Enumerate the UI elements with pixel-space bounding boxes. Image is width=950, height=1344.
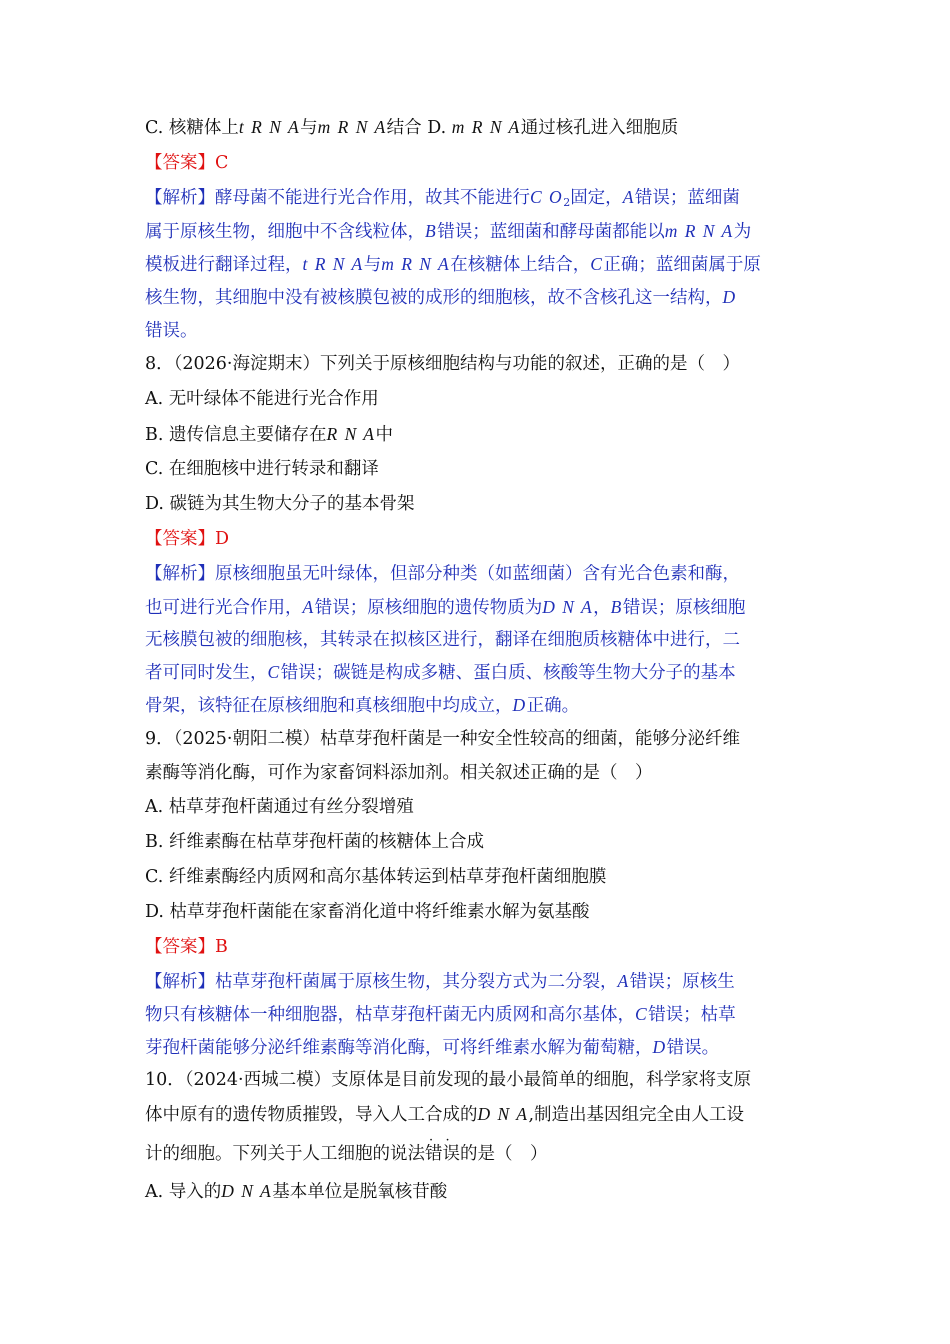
q9-stem-line: 9．（2025·朝阳二模）枯草芽孢杆菌是一种安全性较高的细菌，能够分泌纤维 (145, 729, 740, 749)
q10-stem-line (145, 1143, 548, 1165)
q10-option-a (145, 1180, 447, 1203)
math-term: D N A (221, 1181, 273, 1201)
emphasis-text: · · 错误 (425, 1144, 460, 1164)
q8-stem: 8．（2026·海淀期末）下列关于原核细胞结构与功能的叙述，正确的是（ ） (145, 354, 740, 374)
q8-option-d: D. 碳链为其生物大分子的基本骨架 (145, 494, 415, 514)
math-term: D (512, 695, 527, 715)
q9-explanation-line (145, 1003, 736, 1026)
q10-stem-line: 10．（2024·西城二模）支原体是目前发现的最小最简单的细胞，科学家将支原 (145, 1070, 752, 1090)
q9-option-d: D. 枯草芽孢杆菌能在家畜消化道中将纤维素水解为氨基酸 (145, 902, 590, 922)
q9-explanation-line (145, 970, 735, 993)
math-term: D (652, 1037, 667, 1057)
q7-option-c-d (145, 116, 678, 139)
text: 的是（ ） (460, 1144, 548, 1164)
q8-option-c: C. 在细胞核中进行转录和翻译 (145, 459, 379, 479)
math-term: m R N A (381, 254, 451, 274)
q8-explanation-line (145, 596, 745, 619)
text: 模板进行翻译过程， (145, 255, 303, 275)
text: ,制造出基因组完全由人工设 (528, 1105, 744, 1125)
math-term: D (722, 287, 737, 307)
text: 错误；原核生 (629, 972, 735, 992)
text: 物只有核糖体一种细胞器，枯草芽孢杆菌无内质网和高尔基体， (145, 1005, 635, 1025)
text: 为 (733, 222, 752, 242)
text: 通过核孔进入细胞质 (520, 118, 679, 138)
text: 计的细胞。下列关于人工细胞的说法 (145, 1144, 425, 1164)
q8-option-b (145, 423, 393, 446)
math-term: B (610, 597, 623, 617)
math-term: C (635, 1004, 649, 1024)
q7-explanation-line (145, 220, 751, 243)
q9-answer: 【答案】B (145, 937, 228, 957)
text: 者可同时发生， (145, 663, 268, 683)
math-term: t R N A (238, 117, 301, 137)
text: 与 (363, 255, 382, 275)
text: 【解析】枯草芽孢杆菌属于原核生物，其分裂方式为二分裂， (145, 972, 618, 992)
text: 与 (300, 118, 318, 138)
math-term: m R N A (451, 117, 521, 137)
q7-explanation-line (145, 253, 761, 276)
math-term: D N A (542, 597, 594, 617)
text: 固定， (570, 188, 623, 208)
q7-answer: 【答案】C (145, 153, 229, 173)
text: 在核糖体上结合， (450, 255, 591, 275)
math-term: C (267, 662, 281, 682)
math-term: A (302, 597, 315, 617)
q9-explanation-line (145, 1036, 719, 1059)
text: 错误；蓝细菌 (634, 188, 740, 208)
q8-explanation-line: 【解析】原核细胞虽无叶绿体，但部分种类（如蓝细菌）含有光合色素和酶， (145, 564, 740, 584)
text: B. 遗传信息主要储存在 (145, 425, 327, 445)
q9-stem-line: 素酶等消化酶，可作为家畜饲料添加剂。相关叙述正确的是（ ） (145, 763, 653, 783)
q9-option-c: C. 纤维素酶经内质网和高尔基体转运到枯草芽孢杆菌细胞膜 (145, 867, 607, 887)
text: 错误；蓝细菌和酵母菌都能以 (437, 222, 665, 242)
math-term: D N A (477, 1104, 529, 1124)
math-term: B (425, 221, 438, 241)
text: ， (593, 598, 611, 618)
math-term: m R N A (317, 117, 387, 137)
q8-explanation-line (145, 694, 579, 717)
text: 基本单位是脱氧核苷酸 (272, 1182, 448, 1202)
math-term: A (622, 187, 635, 207)
text: 骨架，该特征在原核细胞和真核细胞中均成立， (145, 696, 513, 716)
text: 正确；蓝细菌属于原 (603, 255, 761, 275)
text: 错误；原核细胞的遗传物质为 (314, 598, 543, 618)
q8-option-a: A. 无叶绿体不能进行光合作用 (145, 389, 379, 409)
text: 结合 D. (386, 118, 452, 138)
subscript: 2 (563, 196, 571, 209)
text: 也可进行光合作用， (145, 598, 303, 618)
q8-answer: 【答案】D (145, 529, 230, 549)
text: 芽孢杆菌能够分泌纤维素酶等消化酶，可将纤维素水解为葡萄糖， (145, 1038, 653, 1058)
text: 错误；碳链是构成多糖、蛋白质、核酸等生物大分子的基本 (280, 663, 736, 683)
text: 正确。 (526, 696, 580, 716)
math-term: R N A (326, 424, 376, 444)
math-term: C (590, 254, 604, 274)
text: 体中原有的遗传物质摧毁，导入人工合成的 (145, 1105, 478, 1125)
math-term: C O (530, 187, 564, 207)
q8-explanation-line: 无核膜包被的细胞核，其转录在拟核区进行，翻译在细胞质核糖体中进行，二 (145, 630, 740, 650)
text: 核生物，其细胞中没有被核膜包被的成形的细胞核，故不含核孔这一结构， (145, 288, 723, 308)
q7-explanation-line: 错误。 (145, 321, 198, 341)
q10-stem-line (145, 1103, 744, 1126)
math-term: A (617, 971, 630, 991)
text: 错误。 (666, 1038, 720, 1058)
q9-option-a: A. 枯草芽孢杆菌通过有丝分裂增殖 (145, 797, 414, 817)
math-term: t R N A (302, 254, 364, 274)
q7-explanation-line (145, 286, 737, 309)
option-text: C. 核糖体上 (145, 118, 239, 138)
text: 【解析】酵母菌不能进行光合作用，故其不能进行 (145, 188, 530, 208)
q9-option-b: B. 纤维素酶在枯草芽孢杆菌的核糖体上合成 (145, 832, 484, 852)
q7-explanation-line (145, 186, 740, 209)
text: A. 导入的 (145, 1182, 222, 1202)
q8-explanation-line (145, 661, 736, 684)
math-term: m R N A (664, 221, 734, 241)
text: 属于原核生物，细胞中不含线粒体， (145, 222, 425, 242)
text: 中 (375, 425, 393, 445)
text: 错误；枯草 (648, 1005, 736, 1025)
text: 错误；原核细胞 (622, 598, 746, 618)
